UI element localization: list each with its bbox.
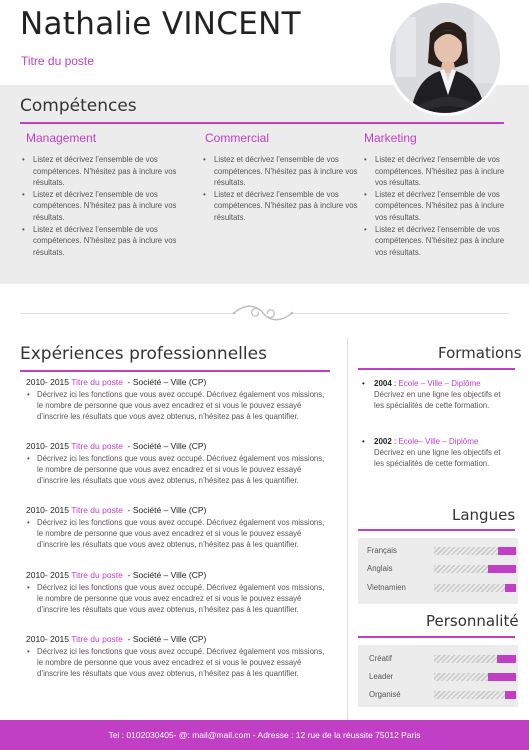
- flourish-ornament-icon: [230, 302, 296, 324]
- experience-heading: [26, 570, 326, 581]
- competence-item: • Listez et décrivez l’ensemble de vos compétences. N’hésitez pas à inclure vos résultats.: [20, 189, 185, 224]
- formation-item: [360, 378, 510, 411]
- formations-title: Formations: [438, 344, 522, 362]
- contact-info: Tel : 0102030405- @: mail@mail.com - Adresse : 12 rue de la réussite 75012 Paris: [108, 730, 421, 740]
- separator-right: [294, 313, 509, 314]
- experience-dates: 2010- 2015: [26, 570, 70, 580]
- competence-item: • Listez et décrivez l’ensemble de vos compétences. N’hésitez pas à inclure vos résultats.: [20, 154, 185, 189]
- competences-title: Compétences: [20, 96, 137, 116]
- experience-item: [26, 377, 326, 422]
- trait-row: [358, 670, 518, 684]
- experience-item: [26, 570, 326, 615]
- trait-level-track: [434, 673, 516, 681]
- competence-item: • Listez et décrivez l’ensemble de vos compétences. N’hésitez pas à inclure vos résultats.: [201, 189, 361, 224]
- trait-level-fill: [488, 673, 516, 681]
- competences-rule: [20, 122, 504, 124]
- language-row: [358, 581, 518, 595]
- language-level-track: [434, 584, 516, 592]
- langues-rule: [358, 529, 515, 531]
- langues-title: Langues: [452, 506, 516, 524]
- experience-company: - Société – Ville (CP): [127, 634, 207, 644]
- experience-company: - Société – Ville (CP): [127, 570, 207, 580]
- language-label: Vietnamien: [367, 583, 406, 592]
- language-label: Français: [367, 546, 397, 555]
- trait-row: [358, 688, 518, 702]
- job-title: Titre du poste: [21, 54, 94, 68]
- formation-school: Ecole– Ville – Diplôme: [398, 437, 479, 446]
- language-label: Anglais: [367, 564, 393, 573]
- formation-year: 2004: [374, 379, 392, 388]
- formation-item: [360, 436, 510, 469]
- experience-dates: 2010- 2015: [26, 441, 70, 451]
- experience-item: [26, 505, 326, 550]
- experience-dates: 2010- 2015: [26, 634, 70, 644]
- language-level-fill: [498, 547, 516, 555]
- formation-heading: [360, 436, 510, 447]
- personnalite-box: [358, 645, 518, 707]
- experience-item: [26, 634, 326, 679]
- competence-item: • Listez et décrivez l’ensemble de vos compétences. N’hésitez pas à inclure vos résultats.: [362, 224, 510, 259]
- experience-company: - Société – Ville (CP): [127, 377, 207, 387]
- formation-description: Décrivez en une ligne les objectifs et les spécialités de cette formation.: [374, 448, 501, 468]
- trait-label: Créatif: [369, 654, 392, 663]
- experience-position: Titre du poste: [71, 634, 123, 644]
- trait-row: [358, 652, 518, 666]
- experience-heading: [26, 505, 326, 516]
- trait-level-track: [434, 655, 516, 663]
- competence-item: • Listez et décrivez l’ensemble de vos compétences. N’hésitez pas à inclure vos résultats.: [20, 224, 185, 259]
- language-level-track: [434, 565, 516, 573]
- separator-left: [20, 313, 235, 314]
- competence-list: [362, 154, 510, 258]
- experience-position: Titre du poste: [71, 377, 123, 387]
- candidate-name: Nathalie VINCENT: [20, 6, 301, 42]
- language-row: [358, 544, 518, 558]
- language-row: [358, 562, 518, 576]
- trait-level-fill: [497, 655, 516, 663]
- experience-description: • Décrivez ici les fonctions que vous avez occupé. Décrivez également vos missions, le nombre de personne que vous avez encadrez et si vous le pouvez essayé d’inscrire les résultats que vous avez obtenus, n’hésitez pas à les quantifier.: [26, 582, 326, 615]
- formations-rule: [358, 368, 515, 370]
- experience-position: Titre du poste: [71, 505, 123, 515]
- experience-heading: [26, 634, 326, 645]
- competence-list: [20, 154, 185, 258]
- competence-item: • Listez et décrivez l’ensemble de vos compétences. N’hésitez pas à inclure vos résultats.: [362, 154, 510, 189]
- competence-column-commercial: [201, 131, 361, 224]
- profile-photo: [387, 0, 503, 116]
- column-divider: [347, 338, 348, 722]
- experiences-title: Expériences professionnelles: [20, 344, 267, 364]
- competence-list: [201, 154, 361, 224]
- experience-description: • Décrivez ici les fonctions que vous avez occupé. Décrivez également vos missions, le nombre de personne que vous avez encadrez et si vous le pouvez essayé d’inscrire les résultats que vous avez obtenus, n’hésitez pas à les quantifier.: [26, 453, 326, 486]
- experience-description: • Décrivez ici les fonctions que vous avez occupé. Décrivez également vos missions, le nombre de personne que vous avez encadrez et si vous le pouvez essayé d’inscrire les résultats que vous avez obtenus, n’hésitez pas à les quantifier.: [26, 646, 326, 679]
- experience-heading: [26, 441, 326, 452]
- personnalite-title: Personnalité: [426, 612, 519, 630]
- formation-heading: [360, 378, 510, 389]
- contact-footer: [0, 720, 529, 750]
- competence-column-title: Commercial: [205, 131, 270, 145]
- experience-description: • Décrivez ici les fonctions que vous avez occupé. Décrivez également vos missions, le nombre de personne que vous avez encadrez et si vous le pouvez essayé d’inscrire les résultats que vous avez obtenus, n’hésitez pas à les quantifier.: [26, 389, 326, 422]
- experience-item: [26, 441, 326, 486]
- experience-dates: 2010- 2015: [26, 377, 70, 387]
- experience-company: - Société – Ville (CP): [127, 441, 207, 451]
- language-level-track: [434, 547, 516, 555]
- formation-description: Décrivez en une ligne les objectifs et les spécialités de cette formation.: [374, 390, 501, 410]
- formation-separator: :: [391, 437, 399, 446]
- personnalite-rule: [358, 636, 515, 638]
- experience-position: Titre du poste: [71, 570, 123, 580]
- trait-level-track: [434, 691, 516, 699]
- experience-dates: 2010- 2015: [26, 505, 70, 515]
- competence-item: • Listez et décrivez l’ensemble de vos compétences. N’hésitez pas à inclure vos résultats.: [201, 154, 361, 189]
- language-level-fill: [505, 584, 516, 592]
- formation-year: 2002: [374, 437, 392, 446]
- language-level-fill: [488, 565, 516, 573]
- formation-separator: :: [391, 379, 399, 388]
- experiences-rule: [20, 370, 330, 372]
- trait-label: Leader: [369, 672, 394, 681]
- experience-position: Titre du poste: [71, 441, 123, 451]
- competence-column-management: [20, 131, 185, 258]
- competence-column-title: Marketing: [364, 131, 417, 145]
- formation-school: Ecole – Ville – Diplôme: [398, 379, 481, 388]
- experience-company: - Société – Ville (CP): [127, 505, 207, 515]
- experience-description: • Décrivez ici les fonctions que vous avez occupé. Décrivez également vos missions, le nombre de personne que vous avez encadrez et si vous le pouvez essayé d’inscrire les résultats que vous avez obtenus, n’hésitez pas à les quantifier.: [26, 517, 326, 550]
- trait-label: Organisé: [369, 690, 401, 699]
- competence-column-title: Management: [26, 131, 97, 145]
- competence-item: • Listez et décrivez l’ensemble de vos compétences. N’hésitez pas à inclure vos résultats.: [362, 189, 510, 224]
- competence-column-marketing: [362, 131, 510, 258]
- trait-level-fill: [505, 691, 516, 699]
- experience-heading: [26, 377, 326, 388]
- langues-box: [358, 538, 518, 604]
